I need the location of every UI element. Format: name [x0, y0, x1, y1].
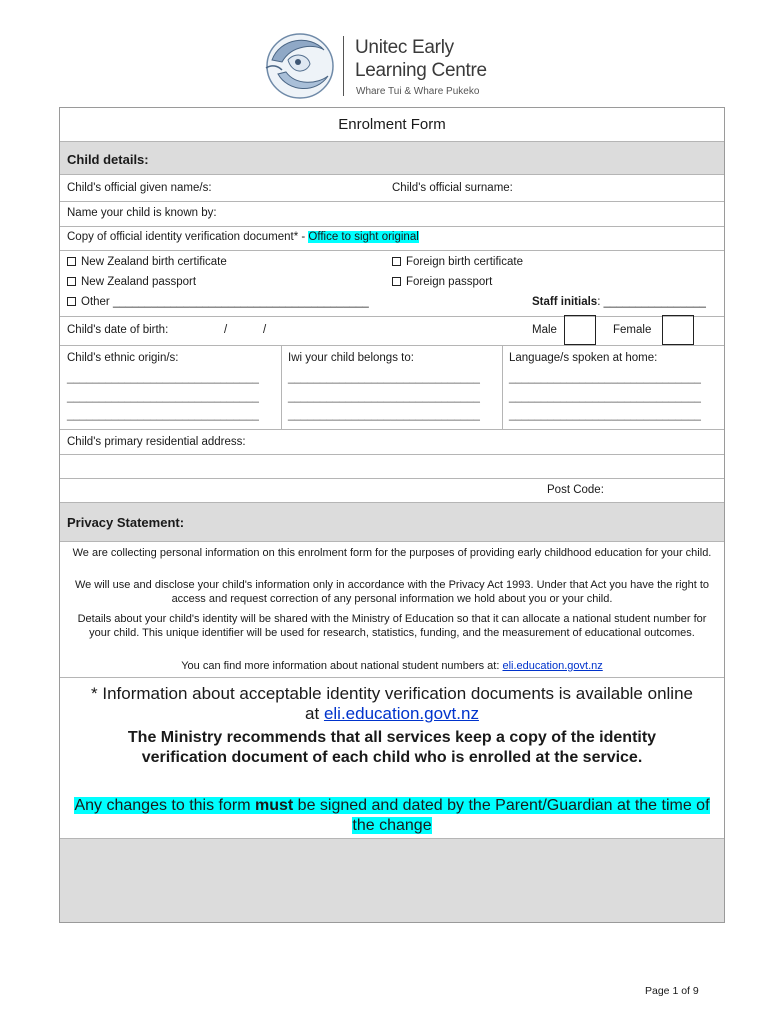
child-details-heading: Child details: — [67, 152, 149, 167]
logo-title-line2: Learning Centre — [355, 60, 487, 81]
changes-notice: Any changes to this form must be signed and dated by the Parent/Guardian at the time of the change — [74, 797, 710, 834]
iwi-label: Iwi your child belongs to: — [288, 352, 414, 364]
divider — [60, 250, 724, 251]
female-label: Female — [613, 324, 652, 336]
iwi-line-1[interactable]: ______________________________ — [288, 372, 480, 384]
staff-initials[interactable]: Staff initials: ________________ — [532, 296, 706, 308]
ethnic-origin-label: Child's ethnic origin/s: — [67, 352, 179, 364]
ethnic-line-1[interactable]: ______________________________ — [67, 372, 259, 384]
divider — [60, 541, 724, 542]
option-other[interactable]: Other ________________________________________ — [67, 296, 369, 308]
nsn-info-link[interactable]: eli.education.govt.nz — [502, 660, 603, 672]
dob-separator: / — [263, 324, 267, 336]
divider — [60, 677, 724, 678]
language-line-1[interactable]: ______________________________ — [509, 372, 701, 384]
privacy-paragraph-1: We are collecting personal information on this enrolment form for the purposes of providing early childhood education for your child. — [72, 547, 712, 559]
divider — [60, 316, 724, 317]
privacy-heading: Privacy Statement: — [67, 515, 185, 530]
divider — [60, 174, 724, 175]
checkbox[interactable] — [67, 297, 76, 306]
logo-title-line1: Unitec Early — [355, 37, 454, 58]
language-label: Language/s spoken at home: — [509, 352, 658, 364]
checkbox[interactable] — [67, 277, 76, 286]
privacy-paragraph-4: You can find more information about national student numbers at: eli.education.govt.nz — [181, 660, 603, 672]
option-foreign-birth[interactable]: Foreign birth certificate — [392, 256, 523, 268]
logo-subtitle: Whare Tui & Whare Pukeko — [356, 86, 480, 97]
form-title: Enrolment Form — [338, 116, 446, 133]
privacy-paragraph-2: We will use and disclose your child's information only in accordance with the Privacy Act 1993. Under that Act you have the right to access and request correction of any personal information we hold about you or your child. — [74, 579, 710, 605]
id-info-notice: * Information about acceptable identity verification documents is available online at eli.education.govt.nz — [91, 684, 693, 723]
checkbox[interactable] — [392, 257, 401, 266]
child-details-header-bg — [60, 142, 724, 174]
postcode-label: Post Code: — [547, 484, 604, 496]
bottom-shaded-area — [60, 839, 724, 922]
option-nz-passport[interactable]: New Zealand passport — [67, 276, 196, 288]
column-divider — [502, 345, 503, 429]
office-sight-highlight: Office to sight original — [308, 231, 419, 243]
iwi-line-3[interactable]: ______________________________ — [288, 409, 480, 421]
id-info-link[interactable]: eli.education.govt.nz — [323, 704, 479, 723]
divider — [60, 345, 724, 346]
dob-separator: / — [224, 324, 228, 336]
ethnic-line-3[interactable]: ______________________________ — [67, 409, 259, 421]
logo-divider — [343, 36, 344, 96]
female-box[interactable] — [662, 315, 694, 345]
divider — [60, 201, 724, 202]
male-label: Male — [532, 324, 557, 336]
page-number: Page 1 of 9 — [645, 985, 699, 997]
divider — [60, 226, 724, 227]
given-name-label: Child's official given name/s: — [67, 182, 212, 194]
divider — [60, 429, 724, 430]
ethnic-line-2[interactable]: ______________________________ — [67, 391, 259, 403]
column-divider — [281, 345, 282, 429]
checkbox[interactable] — [67, 257, 76, 266]
address-label: Child's primary residential address: — [67, 436, 246, 448]
language-line-2[interactable]: ______________________________ — [509, 391, 701, 403]
divider — [60, 478, 724, 479]
option-nz-birth[interactable]: New Zealand birth certificate — [67, 256, 227, 268]
option-foreign-passport[interactable]: Foreign passport — [392, 276, 492, 288]
known-by-label: Name your child is known by: — [67, 207, 217, 219]
male-box[interactable] — [564, 315, 596, 345]
iwi-line-2[interactable]: ______________________________ — [288, 391, 480, 403]
checkbox[interactable] — [392, 277, 401, 286]
id-document-label: Copy of official identity verification document* - Office to sight original — [67, 231, 419, 243]
ministry-recommendation: The Ministry recommends that all services keep a copy of the identity verification document of each child who is enrolled at the service. — [127, 729, 657, 766]
surname-label: Child's official surname: — [392, 182, 513, 194]
language-line-3[interactable]: ______________________________ — [509, 409, 701, 421]
logo-emblem — [258, 30, 338, 102]
divider — [60, 454, 724, 455]
privacy-paragraph-3: Details about your child's identity will be shared with the Ministry of Education so that it can allocate a national student number for your child. This unique identifier will be used for research, statistics, funding, and the measurement of educational outcomes. — [77, 613, 707, 639]
dob-label: Child's date of birth: — [67, 324, 169, 336]
